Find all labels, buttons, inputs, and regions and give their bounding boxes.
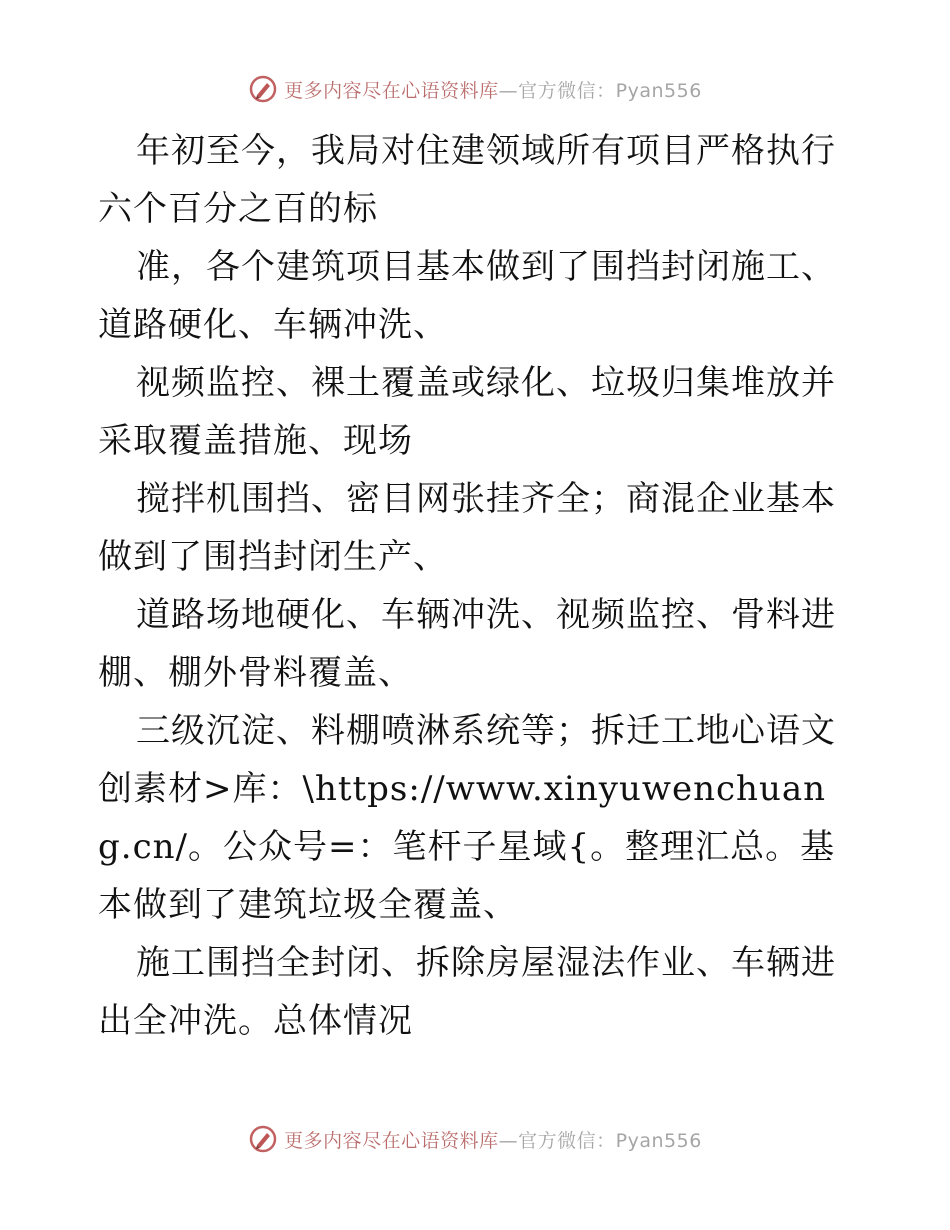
paragraph-4: 搅拌机围挡、密目网张挂齐全；商混企业基本做到了围挡封闭生产、 — [98, 479, 836, 577]
pen-logo-icon — [248, 74, 278, 104]
paragraph-5: 道路场地硬化、车辆冲洗、视频监控、骨料进棚、棚外骨料覆盖、 — [98, 595, 836, 693]
header-watermark-text — [284, 76, 702, 103]
paragraph-7: 施工围挡全封闭、拆除房屋湿法作业、车辆进出全冲洗。总体情况 — [98, 943, 836, 1041]
document-body — [98, 122, 850, 1050]
footer-watermark-contact: —官方微信：Pyan556 — [498, 1129, 702, 1152]
header-watermark-contact: —官方微信：Pyan556 — [498, 79, 702, 102]
footer-watermark-text — [284, 1126, 702, 1153]
footer-watermark-banner — [0, 1122, 950, 1156]
pen-logo-icon — [248, 1124, 278, 1154]
paragraph-2: 准，各个建筑项目基本做到了围挡封闭施工、道路硬化、车辆冲洗、 — [98, 247, 836, 345]
paragraph-3: 视频监控、裸土覆盖或绿化、垃圾归集堆放并采取覆盖措施、现场 — [98, 363, 836, 461]
paragraph-1: 年初至今，我局对住建领域所有项目严格执行六个百分之百的标 — [98, 131, 836, 229]
footer-watermark-main: 更多内容尽在心语资料库 — [284, 1129, 499, 1152]
header-watermark-main: 更多内容尽在心语资料库 — [284, 79, 499, 102]
paragraph-6: 三级沉淀、料棚喷淋系统等；拆迁工地心语文创素材>库：\https://www.xinyuwenchuang.cn/。公众号=：笔杆子星域{。整理汇总。基本做到了建筑垃圾全覆盖、 — [98, 711, 836, 925]
header-watermark-banner — [0, 72, 950, 106]
